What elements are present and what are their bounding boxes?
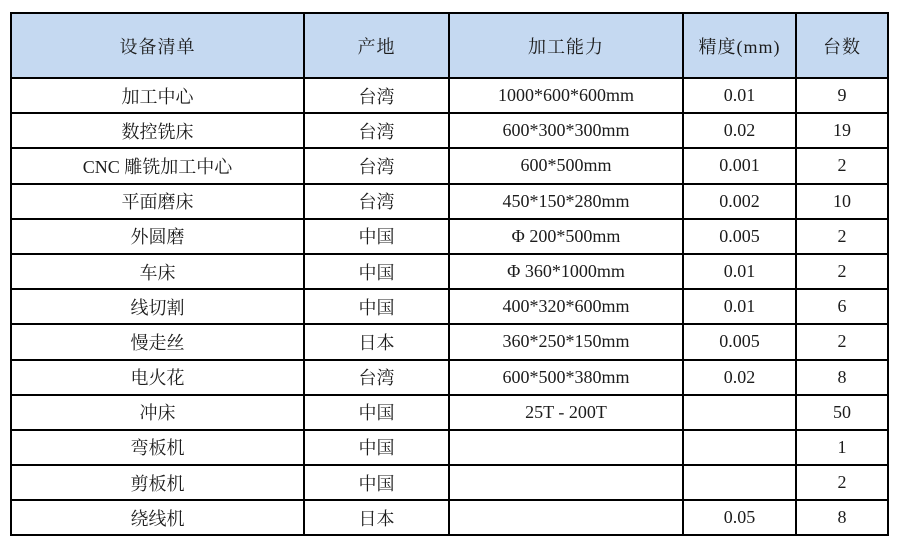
cell-quantity: 19 <box>796 113 888 148</box>
table-row <box>11 500 888 535</box>
cell-quantity: 8 <box>796 500 888 535</box>
table-row <box>11 395 888 430</box>
column-header-precision: 精度(mm) <box>683 13 796 78</box>
table-row <box>11 184 888 219</box>
cell-capability <box>449 465 683 500</box>
cell-origin: 台湾 <box>304 113 449 148</box>
cell-quantity: 2 <box>796 324 888 359</box>
header-row <box>11 13 888 78</box>
cell-equipment-name: 车床 <box>11 254 304 289</box>
cell-origin: 台湾 <box>304 78 449 113</box>
cell-quantity: 2 <box>796 465 888 500</box>
cell-precision: 0.02 <box>683 360 796 395</box>
table-row <box>11 254 888 289</box>
cell-precision <box>683 430 796 465</box>
cell-quantity: 2 <box>796 148 888 183</box>
cell-origin: 中国 <box>304 430 449 465</box>
cell-precision: 0.01 <box>683 254 796 289</box>
cell-quantity: 1 <box>796 430 888 465</box>
cell-quantity: 8 <box>796 360 888 395</box>
cell-capability: 25T - 200T <box>449 395 683 430</box>
table-row <box>11 360 888 395</box>
cell-quantity: 2 <box>796 219 888 254</box>
cell-precision: 0.02 <box>683 113 796 148</box>
table-row <box>11 78 888 113</box>
equipment-table <box>10 12 889 536</box>
cell-origin: 台湾 <box>304 184 449 219</box>
cell-equipment-name: 线切割 <box>11 289 304 324</box>
cell-precision: 0.01 <box>683 289 796 324</box>
cell-equipment-name: 弯板机 <box>11 430 304 465</box>
cell-origin: 中国 <box>304 254 449 289</box>
column-header-origin: 产地 <box>304 13 449 78</box>
cell-origin: 台湾 <box>304 148 449 183</box>
table-header <box>11 13 888 78</box>
cell-precision: 0.01 <box>683 78 796 113</box>
table-row <box>11 219 888 254</box>
cell-quantity: 6 <box>796 289 888 324</box>
table-row <box>11 148 888 183</box>
column-header-capability: 加工能力 <box>449 13 683 78</box>
cell-precision <box>683 465 796 500</box>
cell-quantity: 50 <box>796 395 888 430</box>
cell-origin: 中国 <box>304 289 449 324</box>
cell-equipment-name: 慢走丝 <box>11 324 304 359</box>
cell-capability: 600*500mm <box>449 148 683 183</box>
cell-equipment-name: 数控铣床 <box>11 113 304 148</box>
column-header-equipment-list: 设备清单 <box>11 13 304 78</box>
cell-equipment-name: 外圆磨 <box>11 219 304 254</box>
column-header-quantity: 台数 <box>796 13 888 78</box>
cell-origin: 中国 <box>304 465 449 500</box>
cell-capability <box>449 500 683 535</box>
cell-quantity: 9 <box>796 78 888 113</box>
table-row <box>11 113 888 148</box>
cell-equipment-name: 电火花 <box>11 360 304 395</box>
cell-equipment-name: 加工中心 <box>11 78 304 113</box>
cell-capability: 1000*600*600mm <box>449 78 683 113</box>
cell-quantity: 2 <box>796 254 888 289</box>
cell-capability: 400*320*600mm <box>449 289 683 324</box>
table-row <box>11 324 888 359</box>
cell-equipment-name: CNC 雕铣加工中心 <box>11 148 304 183</box>
cell-precision <box>683 395 796 430</box>
cell-equipment-name: 绕线机 <box>11 500 304 535</box>
cell-capability: Φ 200*500mm <box>449 219 683 254</box>
cell-origin: 日本 <box>304 500 449 535</box>
cell-capability: 600*500*380mm <box>449 360 683 395</box>
table-row <box>11 430 888 465</box>
table-row <box>11 465 888 500</box>
cell-capability: 600*300*300mm <box>449 113 683 148</box>
cell-equipment-name: 冲床 <box>11 395 304 430</box>
cell-equipment-name: 剪板机 <box>11 465 304 500</box>
cell-origin: 中国 <box>304 219 449 254</box>
cell-precision: 0.005 <box>683 324 796 359</box>
cell-precision: 0.001 <box>683 148 796 183</box>
cell-equipment-name: 平面磨床 <box>11 184 304 219</box>
cell-capability: 450*150*280mm <box>449 184 683 219</box>
cell-precision: 0.002 <box>683 184 796 219</box>
cell-precision: 0.005 <box>683 219 796 254</box>
cell-origin: 中国 <box>304 395 449 430</box>
cell-capability: Φ 360*1000mm <box>449 254 683 289</box>
cell-capability <box>449 430 683 465</box>
table-body <box>11 78 888 535</box>
cell-capability: 360*250*150mm <box>449 324 683 359</box>
table-row <box>11 289 888 324</box>
cell-origin: 台湾 <box>304 360 449 395</box>
cell-quantity: 10 <box>796 184 888 219</box>
cell-precision: 0.05 <box>683 500 796 535</box>
cell-origin: 日本 <box>304 324 449 359</box>
